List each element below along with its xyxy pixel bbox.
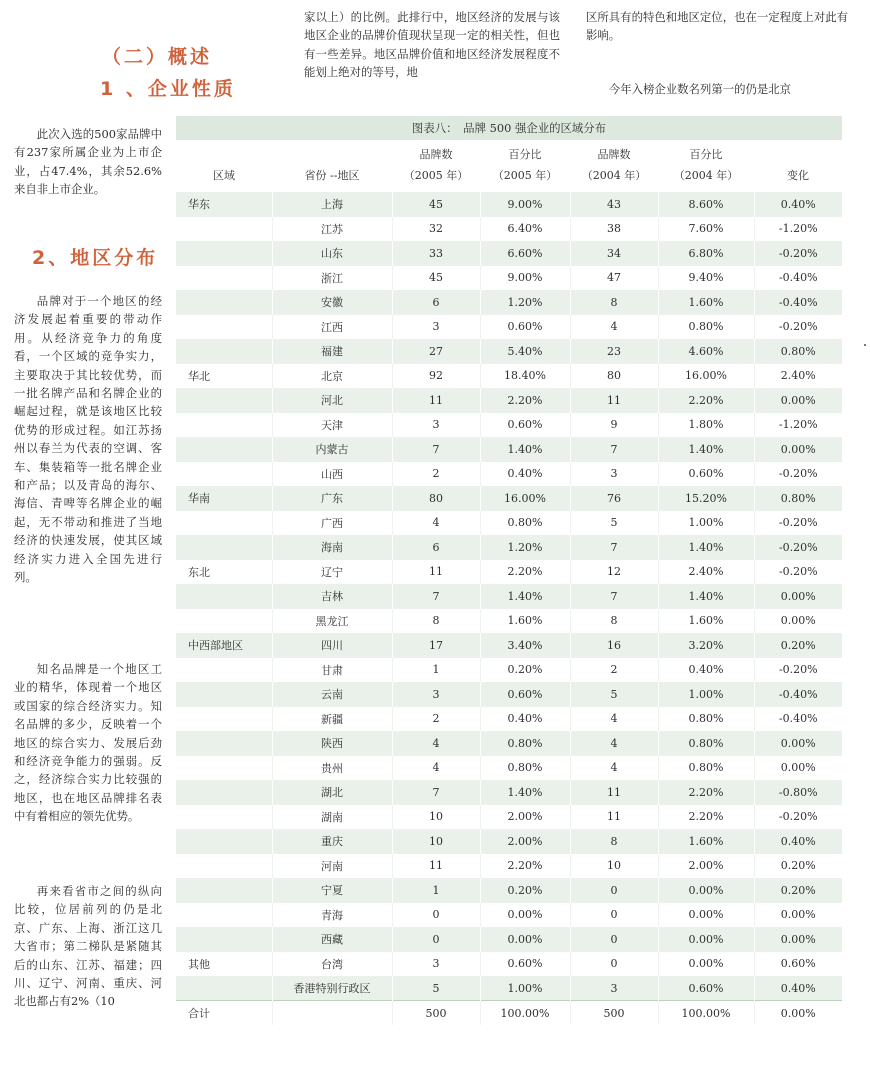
cell-percent-2004: 3.20% — [658, 633, 754, 658]
cell-percent-2005: 1.60% — [480, 609, 570, 634]
cell-count-2004: 8 — [570, 829, 658, 854]
cell-region — [176, 609, 272, 634]
paragraph-regional-drive: 品牌对于一个地区的经济发展起着重要的带动作用。从经济竞争力的角度看，一个区域的竞争实力，主要取决于其比较优势，而一批名牌产品和名牌企业的崛起过程，就是该地区比较优势的形成过程。如江苏扬州以春兰为代表的空调、客车、集装箱等一批名牌企业和产品；以及青岛的海尔、海信、青啤等名牌企业的崛起，无不带动和推进了当地经济的快速发展，使其区域经济实力进入全国先进行列。 — [14, 294, 162, 585]
cell-percent-2004: 1.80% — [658, 413, 754, 438]
cell-percent-2004: 0.80% — [658, 731, 754, 756]
cell-change: 0.00% — [754, 609, 842, 634]
cell-count-2004: 4 — [570, 707, 658, 732]
cell-region: 华东 — [176, 192, 272, 217]
cell-count-2004: 4 — [570, 731, 658, 756]
cell-change: -0.20% — [754, 535, 842, 560]
cell-province: 新疆 — [272, 707, 392, 732]
cell-province: 浙江 — [272, 266, 392, 291]
cell-change: -0.20% — [754, 462, 842, 487]
cell-change: 0.00% — [754, 437, 842, 462]
cell-percent-2004: 1.40% — [658, 584, 754, 609]
cell-province: 陕西 — [272, 731, 392, 756]
table-caption: 图表八： 品牌 500 强企业的区域分布 — [176, 116, 842, 140]
cell-change: 0.00% — [754, 584, 842, 609]
table-row — [176, 511, 842, 536]
cell-province: 甘肃 — [272, 658, 392, 683]
cell-change: 0.00% — [754, 388, 842, 413]
cell-province: 贵州 — [272, 756, 392, 781]
cell-count-2005: 5 — [392, 976, 480, 1001]
cell-change: 0.80% — [754, 486, 842, 511]
cell-count-2004: 4 — [570, 315, 658, 340]
table-row — [176, 364, 842, 389]
cell-province: 江西 — [272, 315, 392, 340]
cell-province: 西藏 — [272, 927, 392, 952]
cell-change: 0.40% — [754, 829, 842, 854]
cell-count-2005: 92 — [392, 364, 480, 389]
table-row — [176, 192, 842, 217]
cell-percent-2004: 1.00% — [658, 511, 754, 536]
cell-count-2004: 38 — [570, 217, 658, 242]
table-row — [176, 462, 842, 487]
cell-change: 0.60% — [754, 952, 842, 977]
cell-percent-2004: 4.60% — [658, 339, 754, 364]
cell-region — [176, 535, 272, 560]
total-cell-percent-2004: 100.00% — [658, 1001, 754, 1026]
cell-change: 0.40% — [754, 976, 842, 1001]
cell-count-2004: 0 — [570, 952, 658, 977]
cell-change: 0.20% — [754, 878, 842, 903]
cell-count-2004: 3 — [570, 462, 658, 487]
cell-percent-2005: 0.00% — [480, 927, 570, 952]
cell-province: 江苏 — [272, 217, 392, 242]
cell-count-2004: 11 — [570, 805, 658, 830]
cell-region — [176, 756, 272, 781]
cell-percent-2004: 2.00% — [658, 854, 754, 879]
heading-overview: （二）概述 — [102, 46, 213, 68]
cell-province: 广西 — [272, 511, 392, 536]
cell-change: 0.80% — [754, 339, 842, 364]
cell-province: 吉林 — [272, 584, 392, 609]
cell-province: 台湾 — [272, 952, 392, 977]
cell-province: 内蒙古 — [272, 437, 392, 462]
cell-change: -1.20% — [754, 413, 842, 438]
cell-region — [176, 241, 272, 266]
cell-province: 天津 — [272, 413, 392, 438]
cell-count-2005: 11 — [392, 854, 480, 879]
table-row — [176, 952, 842, 977]
cell-count-2004: 8 — [570, 290, 658, 315]
cell-province: 云南 — [272, 682, 392, 707]
cell-percent-2004: 0.00% — [658, 927, 754, 952]
cell-region — [176, 878, 272, 903]
cell-percent-2005: 0.40% — [480, 707, 570, 732]
cell-percent-2005: 6.60% — [480, 241, 570, 266]
paragraph-ranking-correlation: 家以上）的比例。此排行中，地区经济的发展与该地区企业的品牌价值现状呈现一定的相关性，但也有一些差异。地区品牌价值和地区经济发展程度不能划上绝对的等号，地 — [304, 10, 560, 80]
cell-region: 华南 — [176, 486, 272, 511]
cell-count-2005: 11 — [392, 560, 480, 585]
cell-percent-2005: 3.40% — [480, 633, 570, 658]
cell-province: 北京 — [272, 364, 392, 389]
cell-percent-2005: 1.20% — [480, 535, 570, 560]
table-row — [176, 266, 842, 291]
cell-region — [176, 976, 272, 1001]
table-row — [176, 854, 842, 879]
cell-percent-2004: 6.80% — [658, 241, 754, 266]
cell-province: 山西 — [272, 462, 392, 487]
table-row — [176, 829, 842, 854]
paragraph-listed-companies: 此次入选的500家品牌中有237家所属企业为上市企业，占47.4%，其余52.6%来自非上市企业。 — [14, 127, 162, 197]
cell-count-2004: 76 — [570, 486, 658, 511]
cell-change: -1.20% — [754, 217, 842, 242]
table-row — [176, 486, 842, 511]
table-header-row — [176, 140, 842, 192]
cell-percent-2004: 1.60% — [658, 829, 754, 854]
cell-region — [176, 682, 272, 707]
cell-count-2004: 11 — [570, 388, 658, 413]
cell-count-2005: 3 — [392, 413, 480, 438]
cell-count-2004: 7 — [570, 535, 658, 560]
cell-percent-2004: 1.40% — [658, 535, 754, 560]
cell-count-2004: 10 — [570, 854, 658, 879]
cell-percent-2005: 1.40% — [480, 437, 570, 462]
total-cell-percent-2005: 100.00% — [480, 1001, 570, 1026]
table-row — [176, 413, 842, 438]
cell-count-2004: 7 — [570, 437, 658, 462]
cell-percent-2004: 0.00% — [658, 903, 754, 928]
cell-percent-2005: 2.00% — [480, 829, 570, 854]
cell-region — [176, 805, 272, 830]
cell-count-2004: 3 — [570, 976, 658, 1001]
cell-change: -0.40% — [754, 290, 842, 315]
cell-region — [176, 388, 272, 413]
cell-percent-2004: 0.60% — [658, 462, 754, 487]
cell-count-2005: 6 — [392, 290, 480, 315]
paragraph-beijing-first: 今年入榜企业数名列第一的仍是北京 — [608, 82, 792, 96]
cell-count-2005: 45 — [392, 266, 480, 291]
cell-count-2005: 17 — [392, 633, 480, 658]
cell-count-2004: 47 — [570, 266, 658, 291]
cell-region — [176, 903, 272, 928]
cell-count-2004: 11 — [570, 780, 658, 805]
header-count-2004: 品牌数 （2004 年） — [570, 140, 658, 192]
cell-percent-2004: 15.20% — [658, 486, 754, 511]
cell-province: 福建 — [272, 339, 392, 364]
header-count-2005: 品牌数 （2005 年） — [392, 140, 480, 192]
cell-percent-2005: 0.80% — [480, 731, 570, 756]
table-row — [176, 903, 842, 928]
cell-count-2005: 33 — [392, 241, 480, 266]
cell-percent-2005: 2.20% — [480, 388, 570, 413]
cell-region: 其他 — [176, 952, 272, 977]
cell-percent-2005: 0.20% — [480, 658, 570, 683]
cell-percent-2005: 9.00% — [480, 192, 570, 217]
cell-province: 河北 — [272, 388, 392, 413]
cell-change: -0.20% — [754, 241, 842, 266]
cell-count-2004: 5 — [570, 511, 658, 536]
cell-count-2004: 2 — [570, 658, 658, 683]
cell-count-2005: 3 — [392, 682, 480, 707]
cell-province: 海南 — [272, 535, 392, 560]
cell-count-2004: 0 — [570, 927, 658, 952]
cell-percent-2005: 1.40% — [480, 584, 570, 609]
cell-percent-2004: 9.40% — [658, 266, 754, 291]
cell-region — [176, 315, 272, 340]
cell-region — [176, 511, 272, 536]
cell-percent-2005: 9.00% — [480, 266, 570, 291]
cell-change: -0.20% — [754, 560, 842, 585]
table-row — [176, 682, 842, 707]
cell-province: 宁夏 — [272, 878, 392, 903]
table-row — [176, 805, 842, 830]
cell-percent-2005: 1.00% — [480, 976, 570, 1001]
cell-percent-2005: 16.00% — [480, 486, 570, 511]
cell-percent-2005: 1.20% — [480, 290, 570, 315]
cell-percent-2004: 0.00% — [658, 952, 754, 977]
table-row — [176, 560, 842, 585]
cell-percent-2005: 0.60% — [480, 952, 570, 977]
cell-count-2005: 10 — [392, 805, 480, 830]
cell-province: 河南 — [272, 854, 392, 879]
cell-region — [176, 462, 272, 487]
cell-count-2004: 9 — [570, 413, 658, 438]
table-row — [176, 535, 842, 560]
cell-percent-2004: 7.60% — [658, 217, 754, 242]
cell-percent-2005: 0.80% — [480, 511, 570, 536]
cell-province: 香港特别行政区 — [272, 976, 392, 1001]
cell-change: 0.20% — [754, 633, 842, 658]
cell-change: -0.20% — [754, 511, 842, 536]
cell-change: -0.40% — [754, 707, 842, 732]
cell-count-2005: 7 — [392, 437, 480, 462]
cell-region — [176, 731, 272, 756]
cell-percent-2004: 0.80% — [658, 315, 754, 340]
table-row — [176, 927, 842, 952]
paragraph-brand-essence: 知名品牌是一个地区工业的精华，体现着一个地区或国家的综合经济实力。知名品牌的多少，反映着一个地区的综合实力、发展后劲和经济竞争能力的强弱。反之，经济综合实力比较强的地区，也在地区品牌排名表中有着相应的领先优势。 — [14, 662, 162, 824]
header-percent-2004: 百分比 （2004 年） — [658, 140, 754, 192]
heading-enterprise-nature: 1 、企业性质 — [100, 78, 236, 100]
brand-distribution-table — [176, 116, 842, 1025]
table-row — [176, 388, 842, 413]
cell-count-2005: 8 — [392, 609, 480, 634]
cell-count-2005: 27 — [392, 339, 480, 364]
cell-percent-2005: 1.40% — [480, 780, 570, 805]
cell-percent-2004: 1.60% — [658, 290, 754, 315]
total-cell-province — [272, 1001, 392, 1026]
table-row — [176, 315, 842, 340]
cell-count-2004: 43 — [570, 192, 658, 217]
cell-province: 广东 — [272, 486, 392, 511]
cell-region — [176, 217, 272, 242]
cell-province: 上海 — [272, 192, 392, 217]
cell-change: -0.40% — [754, 266, 842, 291]
table-row — [176, 707, 842, 732]
heading-regional-distribution: 2、地区分布 — [32, 247, 159, 269]
total-cell-count-2004: 500 — [570, 1001, 658, 1026]
cell-percent-2004: 1.40% — [658, 437, 754, 462]
cell-percent-2004: 0.60% — [658, 976, 754, 1001]
cell-count-2005: 10 — [392, 829, 480, 854]
cell-region — [176, 339, 272, 364]
cell-percent-2004: 1.60% — [658, 609, 754, 634]
cell-region: 华北 — [176, 364, 272, 389]
cell-count-2004: 8 — [570, 609, 658, 634]
paragraph-province-comparison: 再来看省市之间的纵向比较，位居前列的仍是北京、广东、上海、浙江这几大省市；第二梯队是紧随其后的山东、江苏、福建；四川、辽宁、河南、重庆、河北也都占有2%（10 — [14, 884, 162, 1009]
cell-count-2004: 4 — [570, 756, 658, 781]
cell-region — [176, 707, 272, 732]
cell-percent-2005: 2.00% — [480, 805, 570, 830]
table-row — [176, 976, 842, 1001]
cell-count-2005: 1 — [392, 658, 480, 683]
total-cell-count-2005: 500 — [392, 1001, 480, 1026]
cell-province: 湖北 — [272, 780, 392, 805]
cell-percent-2005: 0.00% — [480, 903, 570, 928]
cell-percent-2004: 0.80% — [658, 756, 754, 781]
cell-percent-2005: 2.20% — [480, 560, 570, 585]
cell-count-2004: 23 — [570, 339, 658, 364]
cell-change: 0.00% — [754, 731, 842, 756]
table-row — [176, 731, 842, 756]
header-percent-2005: 百分比 （2005 年） — [480, 140, 570, 192]
cell-percent-2005: 0.60% — [480, 682, 570, 707]
paragraph-regional-positioning: 区所具有的特色和地区定位，也在一定程度上对此有影响。 — [586, 10, 848, 43]
cell-count-2005: 4 — [392, 731, 480, 756]
table-row — [176, 437, 842, 462]
stray-mark — [864, 344, 866, 346]
cell-percent-2005: 0.60% — [480, 413, 570, 438]
cell-count-2005: 11 — [392, 388, 480, 413]
cell-count-2005: 1 — [392, 878, 480, 903]
cell-count-2004: 0 — [570, 903, 658, 928]
cell-count-2005: 0 — [392, 927, 480, 952]
table-row — [176, 780, 842, 805]
cell-count-2004: 0 — [570, 878, 658, 903]
cell-count-2005: 2 — [392, 707, 480, 732]
cell-count-2004: 12 — [570, 560, 658, 585]
cell-change: 0.00% — [754, 756, 842, 781]
cell-percent-2005: 0.40% — [480, 462, 570, 487]
cell-percent-2004: 1.00% — [658, 682, 754, 707]
cell-change: 0.00% — [754, 903, 842, 928]
cell-percent-2004: 2.20% — [658, 388, 754, 413]
cell-percent-2004: 16.00% — [658, 364, 754, 389]
cell-change: -0.20% — [754, 805, 842, 830]
cell-region — [176, 829, 272, 854]
cell-region — [176, 780, 272, 805]
cell-percent-2005: 18.40% — [480, 364, 570, 389]
cell-count-2005: 3 — [392, 952, 480, 977]
cell-region — [176, 658, 272, 683]
cell-region — [176, 266, 272, 291]
cell-percent-2005: 0.80% — [480, 756, 570, 781]
cell-region: 东北 — [176, 560, 272, 585]
cell-region — [176, 437, 272, 462]
cell-percent-2004: 2.20% — [658, 805, 754, 830]
cell-count-2005: 7 — [392, 584, 480, 609]
cell-count-2004: 16 — [570, 633, 658, 658]
cell-percent-2004: 2.40% — [658, 560, 754, 585]
cell-province: 山东 — [272, 241, 392, 266]
table-row — [176, 290, 842, 315]
cell-region — [176, 927, 272, 952]
cell-count-2005: 80 — [392, 486, 480, 511]
cell-percent-2005: 6.40% — [480, 217, 570, 242]
cell-region — [176, 413, 272, 438]
cell-change: -0.80% — [754, 780, 842, 805]
total-cell-change: 0.00% — [754, 1001, 842, 1026]
cell-change: -0.20% — [754, 315, 842, 340]
total-cell-region: 合计 — [176, 1001, 272, 1026]
cell-count-2005: 0 — [392, 903, 480, 928]
table-row — [176, 878, 842, 903]
cell-percent-2005: 2.20% — [480, 854, 570, 879]
header-province: 省份 --地区 — [272, 140, 392, 192]
cell-change: -0.40% — [754, 682, 842, 707]
cell-count-2005: 45 — [392, 192, 480, 217]
cell-region: 中西部地区 — [176, 633, 272, 658]
cell-count-2005: 4 — [392, 756, 480, 781]
cell-change: 2.40% — [754, 364, 842, 389]
cell-percent-2005: 0.60% — [480, 315, 570, 340]
cell-count-2004: 80 — [570, 364, 658, 389]
table-row — [176, 241, 842, 266]
table-row — [176, 633, 842, 658]
cell-count-2005: 2 — [392, 462, 480, 487]
cell-percent-2004: 2.20% — [658, 780, 754, 805]
cell-percent-2004: 0.00% — [658, 878, 754, 903]
cell-percent-2004: 8.60% — [658, 192, 754, 217]
cell-province: 辽宁 — [272, 560, 392, 585]
table-row — [176, 584, 842, 609]
table-row — [176, 339, 842, 364]
cell-province: 四川 — [272, 633, 392, 658]
cell-change: 0.20% — [754, 854, 842, 879]
cell-count-2005: 32 — [392, 217, 480, 242]
cell-region — [176, 290, 272, 315]
cell-change: 0.40% — [754, 192, 842, 217]
cell-count-2005: 7 — [392, 780, 480, 805]
cell-percent-2004: 0.80% — [658, 707, 754, 732]
cell-province: 重庆 — [272, 829, 392, 854]
table-row — [176, 609, 842, 634]
cell-change: -0.20% — [754, 658, 842, 683]
cell-count-2004: 5 — [570, 682, 658, 707]
cell-province: 安徽 — [272, 290, 392, 315]
cell-count-2004: 34 — [570, 241, 658, 266]
cell-count-2004: 7 — [570, 584, 658, 609]
table-row — [176, 658, 842, 683]
cell-province: 黑龙江 — [272, 609, 392, 634]
table-total-row — [176, 1001, 842, 1026]
table-row — [176, 217, 842, 242]
cell-region — [176, 584, 272, 609]
header-region: 区域 — [176, 140, 272, 192]
cell-percent-2005: 5.40% — [480, 339, 570, 364]
cell-count-2005: 6 — [392, 535, 480, 560]
cell-count-2005: 4 — [392, 511, 480, 536]
cell-percent-2004: 0.40% — [658, 658, 754, 683]
cell-province: 青海 — [272, 903, 392, 928]
table-row — [176, 756, 842, 781]
cell-percent-2005: 0.20% — [480, 878, 570, 903]
cell-province: 湖南 — [272, 805, 392, 830]
cell-region — [176, 854, 272, 879]
header-change: 变化 — [754, 140, 842, 192]
cell-count-2005: 3 — [392, 315, 480, 340]
cell-change: 0.00% — [754, 927, 842, 952]
